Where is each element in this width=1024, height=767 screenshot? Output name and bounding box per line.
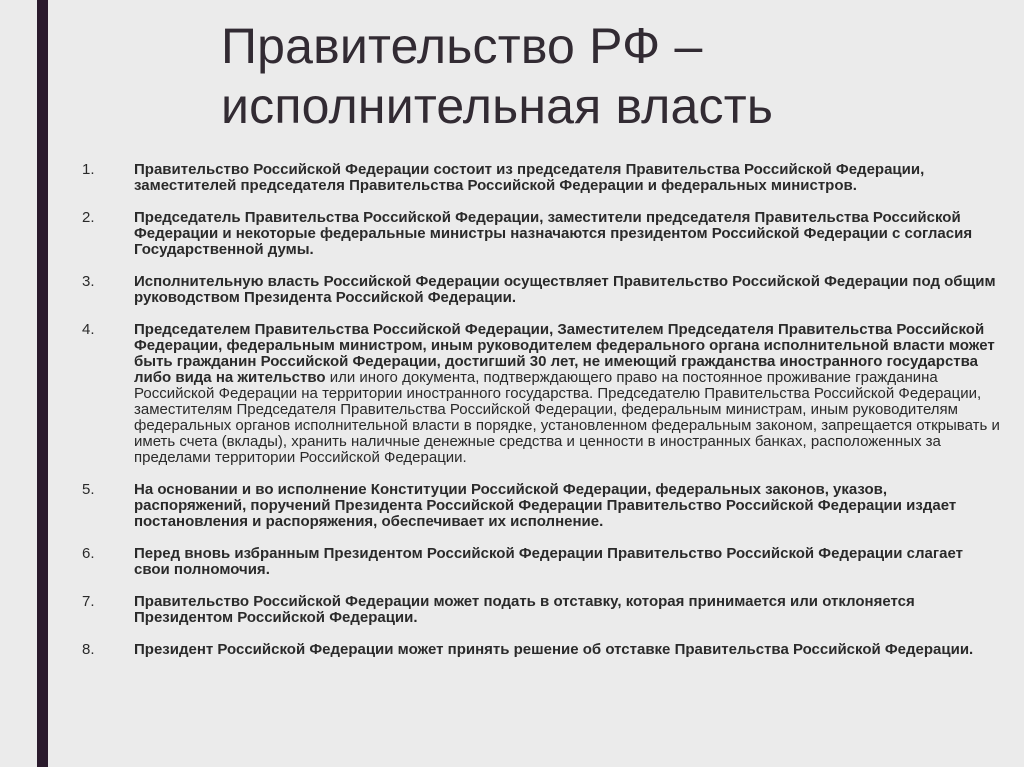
list-item bbox=[82, 322, 1002, 466]
list-item-bold-text: Председатель Правительства Российской Федерации, заместители председателя Правительства Российской Федерации и некоторые федеральные министры назначаются президентом Российской Федерации с согласия Государственной думы. bbox=[134, 209, 973, 258]
list-item-bold-text: Исполнительную власть Российской Федерации осуществляет Правительство Российской Федерации под общим руководством Президента Российской Федерации. bbox=[134, 273, 996, 306]
numbered-list bbox=[82, 162, 1002, 658]
list-item-number: 7. bbox=[82, 593, 95, 610]
slide-title bbox=[221, 16, 1001, 136]
list-item-bold-text: Перед вновь избранным Президентом Российской Федерации Правительство Российской Федерации слагает свои полномочия. bbox=[134, 545, 963, 578]
list-item-number: 4. bbox=[82, 321, 95, 338]
list-item-number: 3. bbox=[82, 273, 95, 290]
list-item-text bbox=[134, 642, 1002, 658]
list-item bbox=[82, 594, 1002, 626]
list-item-bold-text: Председателем Правительства Российской Федерации, Заместителем Председателя Правительства Российской Федерации, федеральным министром, иным руководителем федерального органа исполнительной власти может быть гражданин Российской Федерации, достигший 30 лет, не имеющий гражданства иностранного государства либо вида на жительство bbox=[134, 321, 995, 386]
accent-bar bbox=[37, 0, 48, 767]
list-item bbox=[82, 162, 1002, 194]
list-item bbox=[82, 210, 1002, 258]
list-item-text bbox=[134, 546, 1002, 578]
list-item bbox=[82, 482, 1002, 530]
list-item-text bbox=[134, 482, 1002, 530]
list-item-number: 2. bbox=[82, 209, 95, 226]
list-item-bold-text: Правительство Российской Федерации может подать в отставку, которая принимается или отклоняется Президентом Российской Федерации. bbox=[134, 593, 915, 626]
list-item-bold-text: Правительство Российской Федерации состоит из председателя Правительства Российской Федерации, заместителей председателя Правительства Российской Федерации и федеральных министров. bbox=[134, 161, 925, 194]
list-item-text bbox=[134, 322, 1002, 466]
list-item-number: 8. bbox=[82, 641, 95, 658]
list-item-number: 5. bbox=[82, 481, 95, 498]
list-item-text bbox=[134, 210, 1002, 258]
list-item-number: 1. bbox=[82, 161, 95, 178]
list-item bbox=[82, 546, 1002, 578]
list-item-text bbox=[134, 274, 1002, 306]
list-item-number: 6. bbox=[82, 545, 95, 562]
title-line-1: Правительство РФ – bbox=[221, 18, 703, 74]
list-item bbox=[82, 642, 1002, 658]
list-item-bold-text: На основании и во исполнение Конституции Российской Федерации, федеральных законов, указов, распоряжений, поручений Президента Российской Федерации Правительство Российской Федерации издает постановления и распоряжения, обеспечивает их исполнение. bbox=[134, 481, 957, 530]
list-item-normal-text: или иного документа, подтверждающего право на постоянное проживание гражданина Российской Федерации на территории иностранного государства. Председателю Правительства Российской Федерации, заместителям Председателя Правительства Российской Федерации, федеральным министрам, иным руководителям федеральных органов исполнительной власти в порядке, установленном федеральным законом, запрещается открывать и иметь счета (вклады), хранить наличные денежные средства и ценности в иностранных банках, расположенных за пределами территории Российской Федерации. bbox=[134, 369, 1000, 466]
list-item-text bbox=[134, 162, 1002, 194]
list-item-text bbox=[134, 594, 1002, 626]
list-item-bold-text: Президент Российской Федерации может принять решение об отставке Правительства Российской Федерации. bbox=[134, 641, 974, 658]
list-item bbox=[82, 274, 1002, 306]
title-line-2: исполнительная власть bbox=[221, 78, 774, 134]
